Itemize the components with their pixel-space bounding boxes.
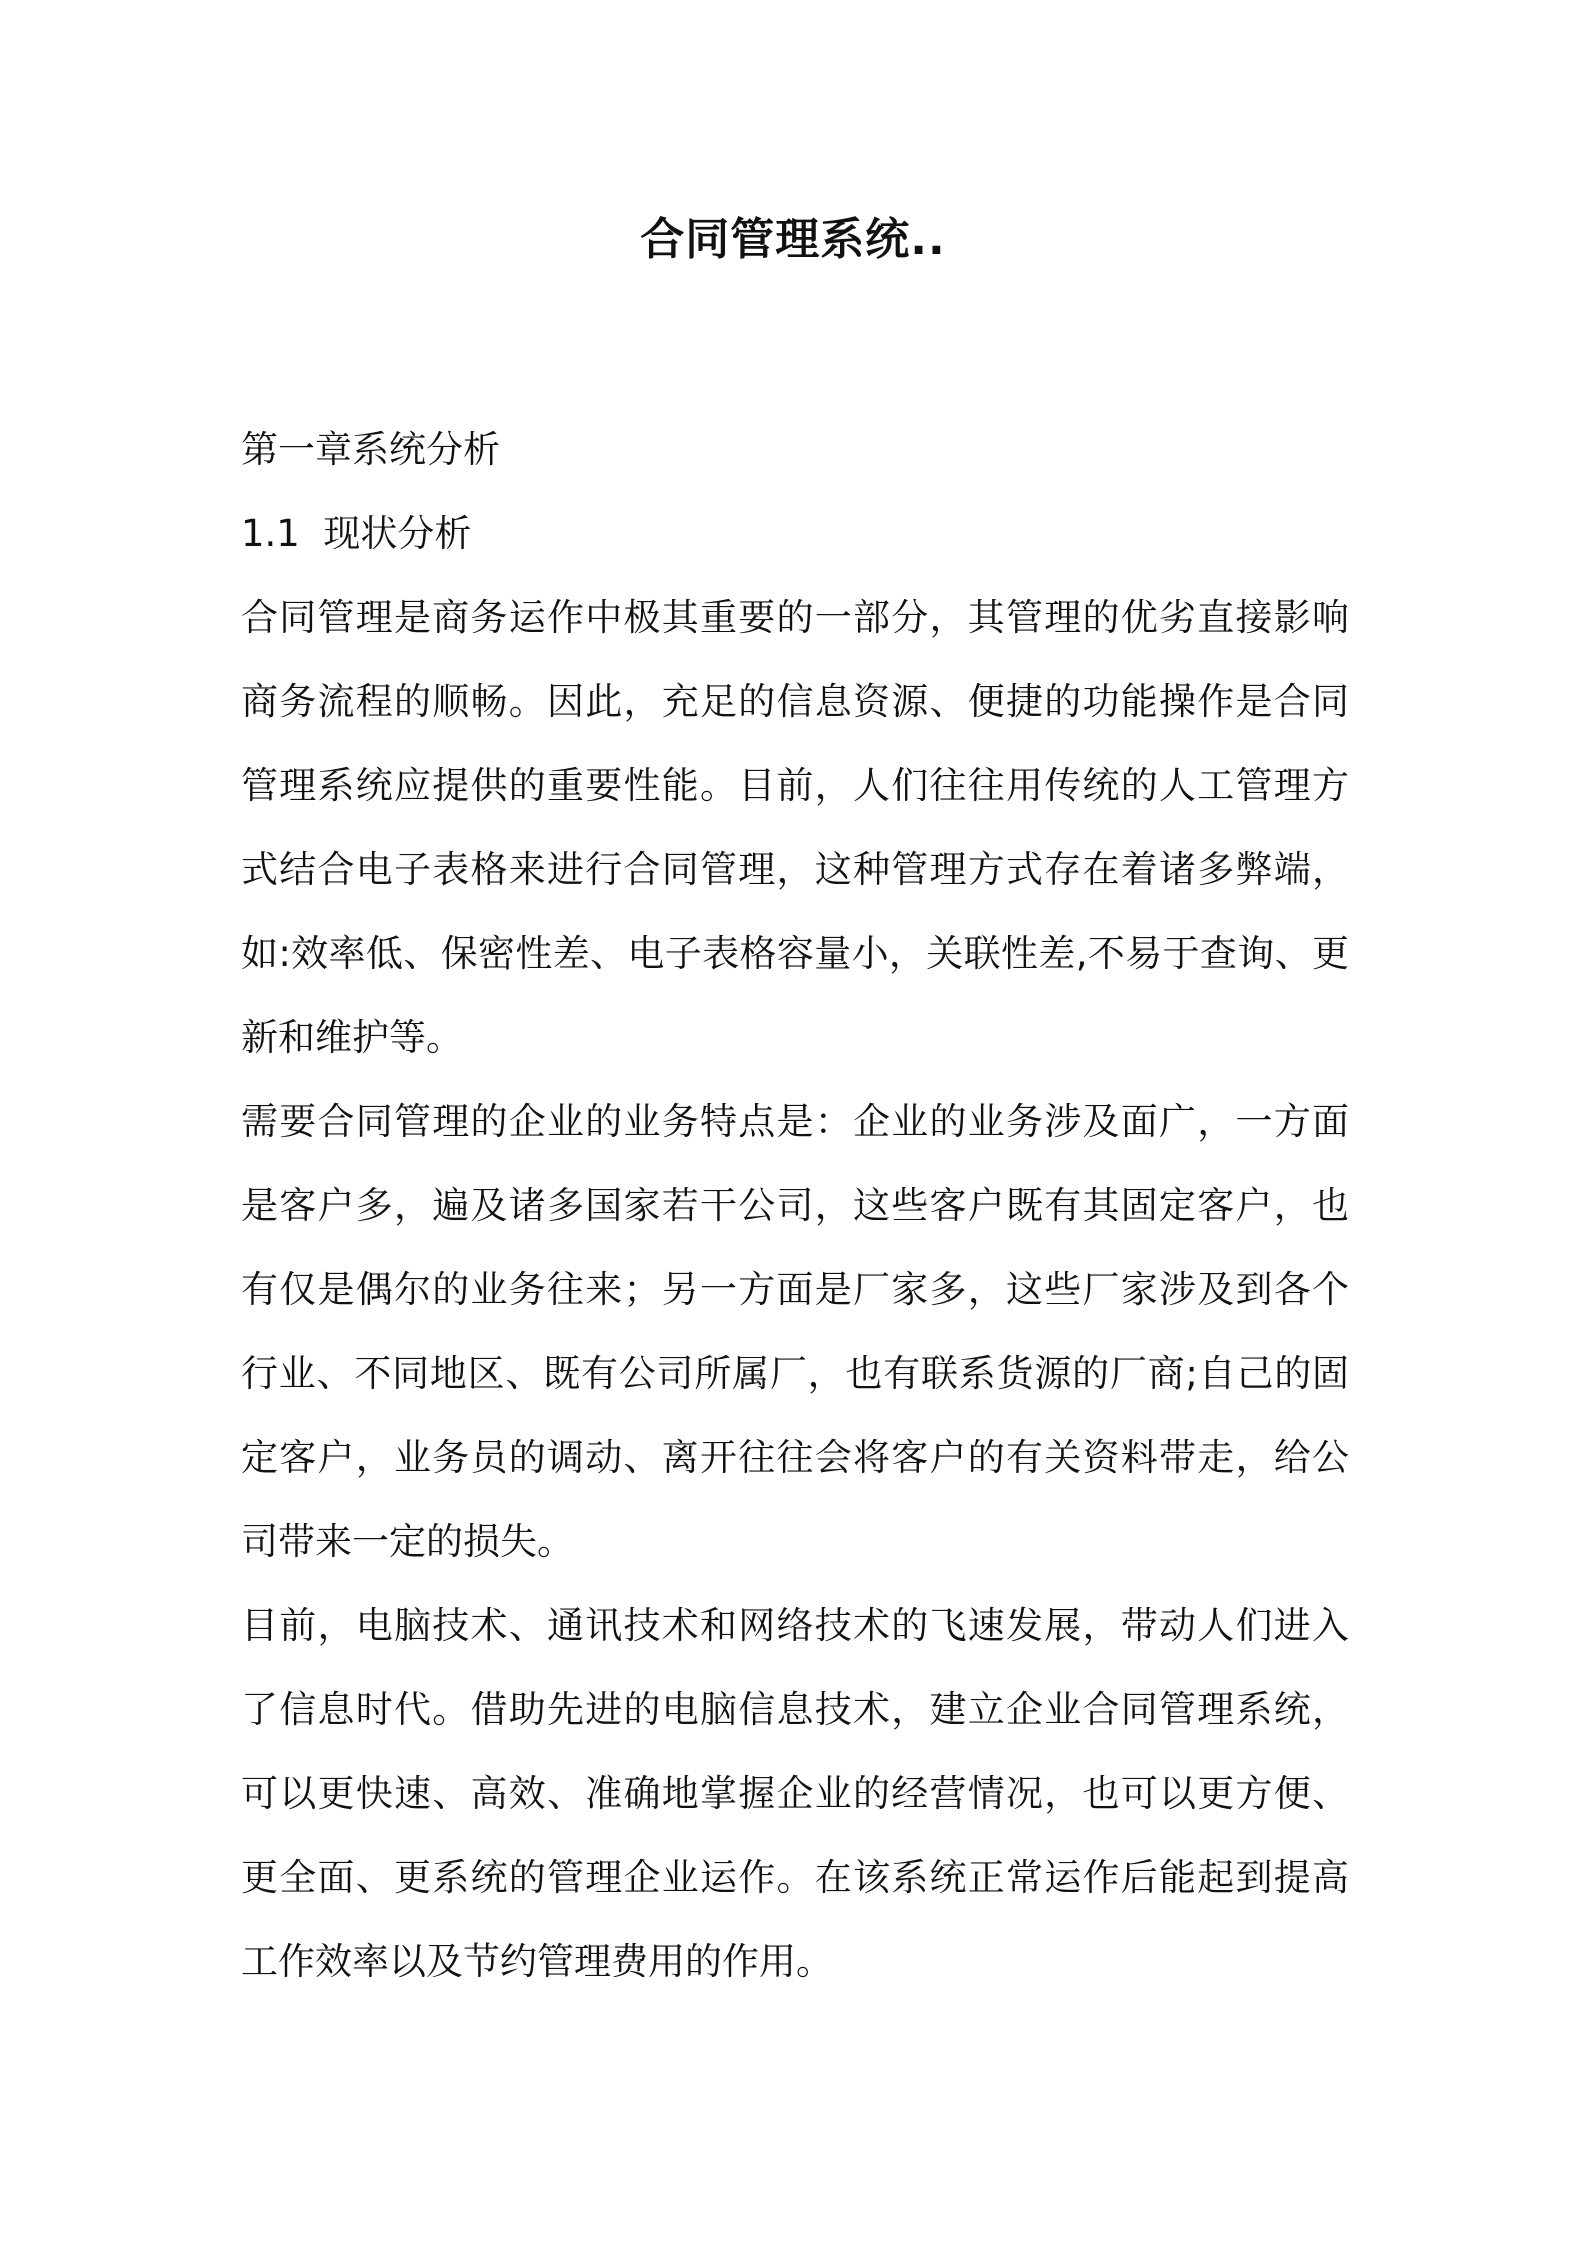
body-paragraph-1: 合同管理是商务运作中极其重要的一部分，其管理的优劣直接影响商务流程的顺畅。因此，充足的信息资源、便捷的功能操作是合同管理系统应提供的重要性能。目前，人们往往用传统的人工管理方式结合电子表格来进行合同管理，这种管理方式存在着诸多弊端，如:效率低、保密性差、电子表格容量小，关联性差,不易于查询、更新和维护等。 bbox=[241, 596, 1349, 1059]
body-paragraph-3: 目前，电脑技术、通讯技术和网络技术的飞速发展，带动人们进入了信息时代。借助先进的电脑信息技术，建立企业合同管理系统，可以更快速、高效、准确地掌握企业的经营情况，也可以更方便、更全面、更系统的管理企业运作。在该系统正常运作后能起到提高工作效率以及节约管理费用的作用。 bbox=[241, 1604, 1349, 1983]
body-paragraph-2: 需要合同管理的企业的业务特点是：企业的业务涉及面广，一方面是客户多，遍及诸多国家若干公司，这些客户既有其固定客户，也有仅是偶尔的业务往来；另一方面是厂家多，这些厂家涉及到各个行业、不同地区、既有公司所属厂，也有联系货源的厂商;自己的固定客户，业务员的调动、离开往往会将客户的有关资料带走，给公司带来一定的损失。 bbox=[241, 1100, 1349, 1563]
chapter-heading: 第一章系统分析 bbox=[241, 428, 500, 471]
section-heading: 1.1 现状分析 bbox=[241, 512, 472, 555]
document-title: 合同管理系统.. bbox=[640, 214, 946, 265]
document-body bbox=[241, 408, 1349, 2004]
